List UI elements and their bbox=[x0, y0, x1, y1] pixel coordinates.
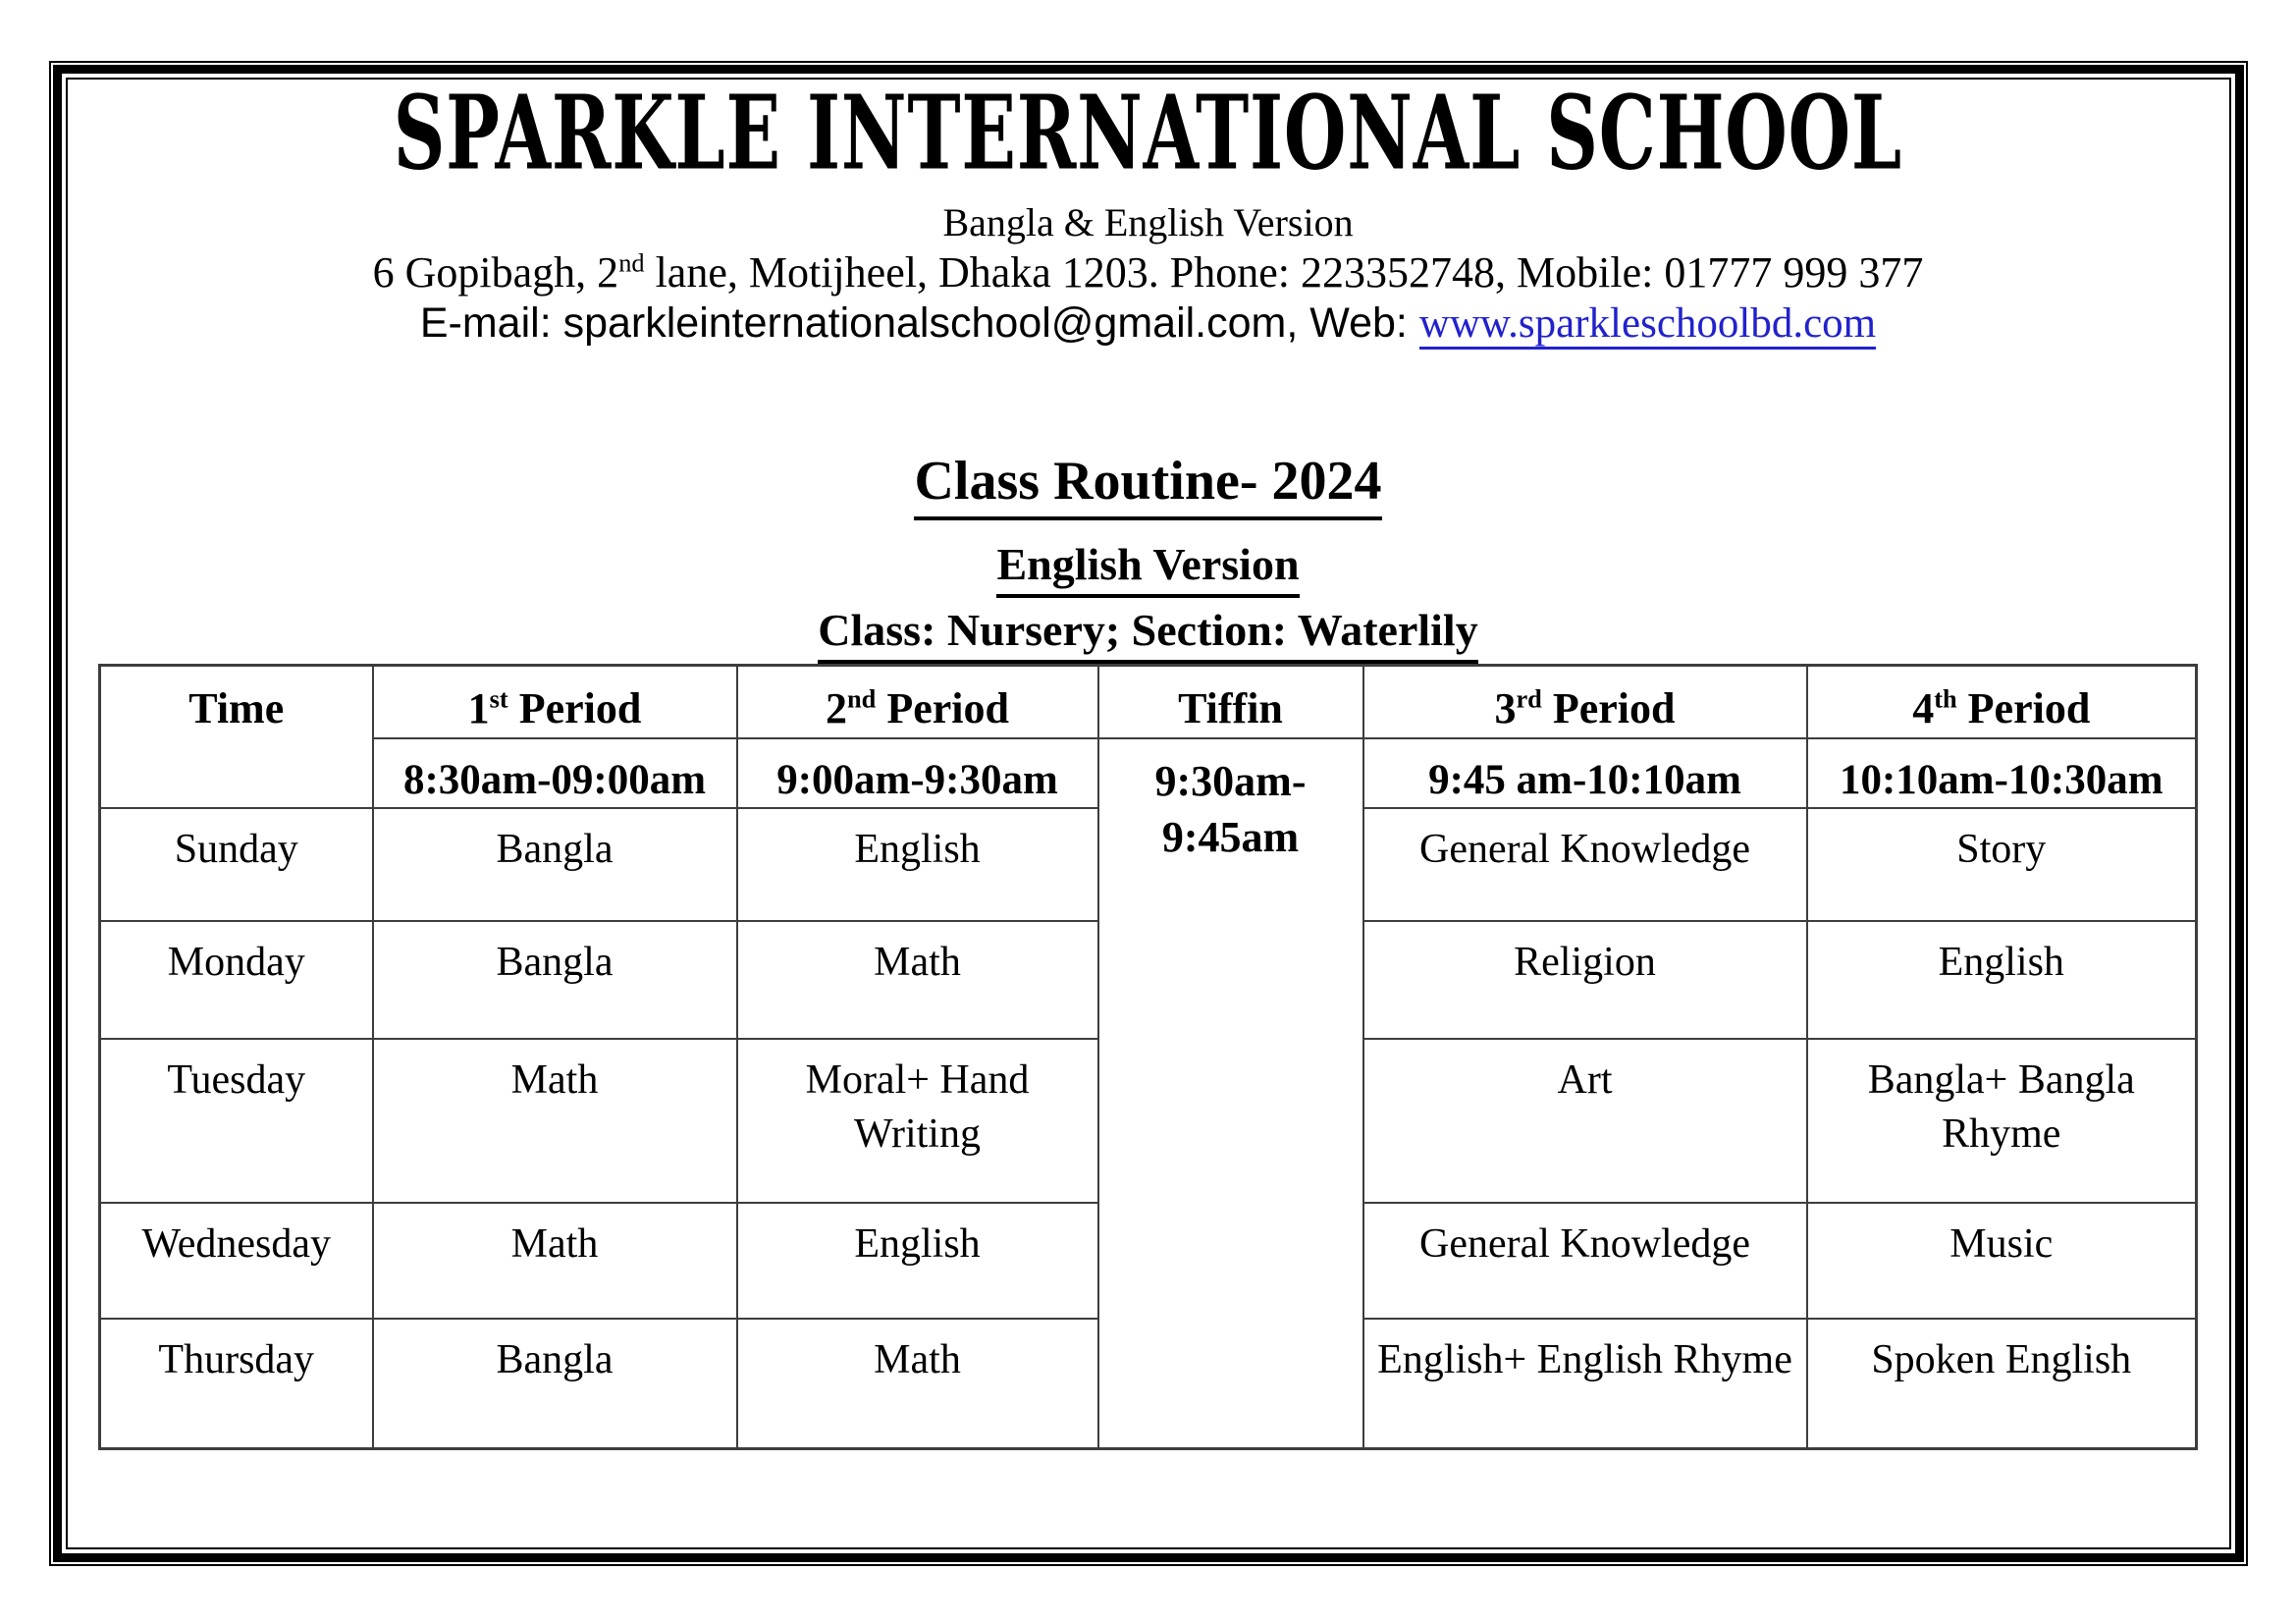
day-cell-wednesday: Wednesday bbox=[100, 1203, 373, 1319]
english-version-title bbox=[0, 538, 2296, 598]
subject-cell-wednesday-period2: English bbox=[737, 1203, 1098, 1319]
period-1-time-cell: 8:30am-09:00am bbox=[373, 738, 737, 809]
class-section-title bbox=[0, 604, 2296, 664]
day-cell-thursday: Thursday bbox=[100, 1319, 373, 1448]
school-version-line: Bangla & English Version bbox=[942, 200, 1354, 244]
subject-cell-tuesday-period3: Art bbox=[1363, 1039, 1807, 1203]
class-section-title-text: Class: Nursery; Section: Waterlily bbox=[818, 606, 1477, 664]
time-header-cell: Time bbox=[100, 666, 373, 809]
address-text-before-superscript: 6 Gopibagh, 2 bbox=[372, 248, 619, 297]
subject-cell-thursday-period1: Bangla bbox=[373, 1319, 737, 1448]
subject-cell-monday-period1: Bangla bbox=[373, 921, 737, 1039]
day-cell-tuesday: Tuesday bbox=[100, 1039, 373, 1203]
period-1-number: 1 bbox=[467, 684, 490, 732]
period-2-number: 2 bbox=[826, 684, 847, 732]
subject-cell-thursday-period2: Math bbox=[737, 1319, 1098, 1448]
routine-title-text: Class Routine- 2024 bbox=[914, 452, 1381, 520]
period-4-label: Period bbox=[1956, 684, 2091, 732]
period-3-time-cell: 9:45 am-10:10am bbox=[1363, 738, 1807, 809]
period-2-label: Period bbox=[876, 684, 1009, 732]
tiffin-header-cell: Tiffin bbox=[1098, 666, 1363, 738]
period-2-header-cell bbox=[737, 666, 1098, 738]
subject-cell-sunday-period4: Story bbox=[1807, 808, 2197, 921]
subject-cell-wednesday-period4: Music bbox=[1807, 1203, 2197, 1319]
period-1-ordinal: st bbox=[489, 683, 508, 714]
email-label: E-mail: sparkleinternationalschool@gmail.com, Web: bbox=[419, 299, 1419, 347]
period-3-header-cell bbox=[1363, 666, 1807, 738]
period-3-ordinal: rd bbox=[1516, 683, 1542, 714]
address-text-after-superscript: lane, Motijheel, Dhaka 1203. Phone: 223352748, Mobile: 01777 999 377 bbox=[644, 248, 1924, 297]
subject-cell-wednesday-period3: General Knowledge bbox=[1363, 1203, 1807, 1319]
period-2-ordinal: nd bbox=[847, 683, 877, 714]
table-time-row bbox=[100, 738, 2197, 809]
school-name bbox=[0, 73, 2296, 193]
period-4-header-cell bbox=[1807, 666, 2197, 738]
subject-cell-monday-period2: Math bbox=[737, 921, 1098, 1039]
school-name-text: SPARKLE INTERNATIONAL SCHOOL bbox=[393, 73, 1903, 193]
period-3-label: Period bbox=[1541, 684, 1676, 732]
subject-cell-sunday-period1: Bangla bbox=[373, 808, 737, 921]
subject-cell-thursday-period4: Spoken English bbox=[1807, 1319, 2197, 1448]
subject-cell-tuesday-period2: Moral+ Hand Writing bbox=[737, 1039, 1098, 1203]
period-4-number: 4 bbox=[1912, 684, 1935, 732]
subject-cell-tuesday-period4: Bangla+ Bangla Rhyme bbox=[1807, 1039, 2197, 1203]
table-header-row bbox=[100, 666, 2197, 738]
day-cell-monday: Monday bbox=[100, 921, 373, 1039]
subject-cell-wednesday-period1: Math bbox=[373, 1203, 737, 1319]
class-routine-table bbox=[98, 664, 2198, 1450]
email-web-line bbox=[0, 299, 2296, 348]
subject-cell-monday-period4: English bbox=[1807, 921, 2197, 1039]
subject-cell-tuesday-period1: Math bbox=[373, 1039, 737, 1203]
period-2-time-cell: 9:00am-9:30am bbox=[737, 738, 1098, 809]
address-ordinal-superscript: nd bbox=[618, 247, 645, 278]
period-1-header-cell bbox=[373, 666, 737, 738]
period-4-time-cell: 10:10am-10:30am bbox=[1807, 738, 2197, 809]
period-1-label: Period bbox=[507, 684, 642, 732]
day-cell-sunday: Sunday bbox=[100, 808, 373, 921]
subject-cell-sunday-period3: General Knowledge bbox=[1363, 808, 1807, 921]
website-link[interactable]: www.sparkleschoolbd.com bbox=[1419, 300, 1876, 350]
tiffin-time-line1: 9:30am- bbox=[1154, 756, 1307, 805]
subject-cell-thursday-period3: English+ English Rhyme bbox=[1363, 1319, 1807, 1448]
subject-cell-monday-period3: Religion bbox=[1363, 921, 1807, 1039]
tiffin-time-line2: 9:45am bbox=[1161, 812, 1300, 861]
subject-cell-sunday-period2: English bbox=[737, 808, 1098, 921]
english-version-title-text: English Version bbox=[996, 540, 1299, 598]
tiffin-time-cell bbox=[1098, 738, 1363, 1449]
routine-title bbox=[0, 450, 2296, 520]
school-address-line bbox=[0, 247, 2296, 298]
period-3-number: 3 bbox=[1494, 684, 1517, 732]
period-4-ordinal: th bbox=[1934, 683, 1957, 714]
